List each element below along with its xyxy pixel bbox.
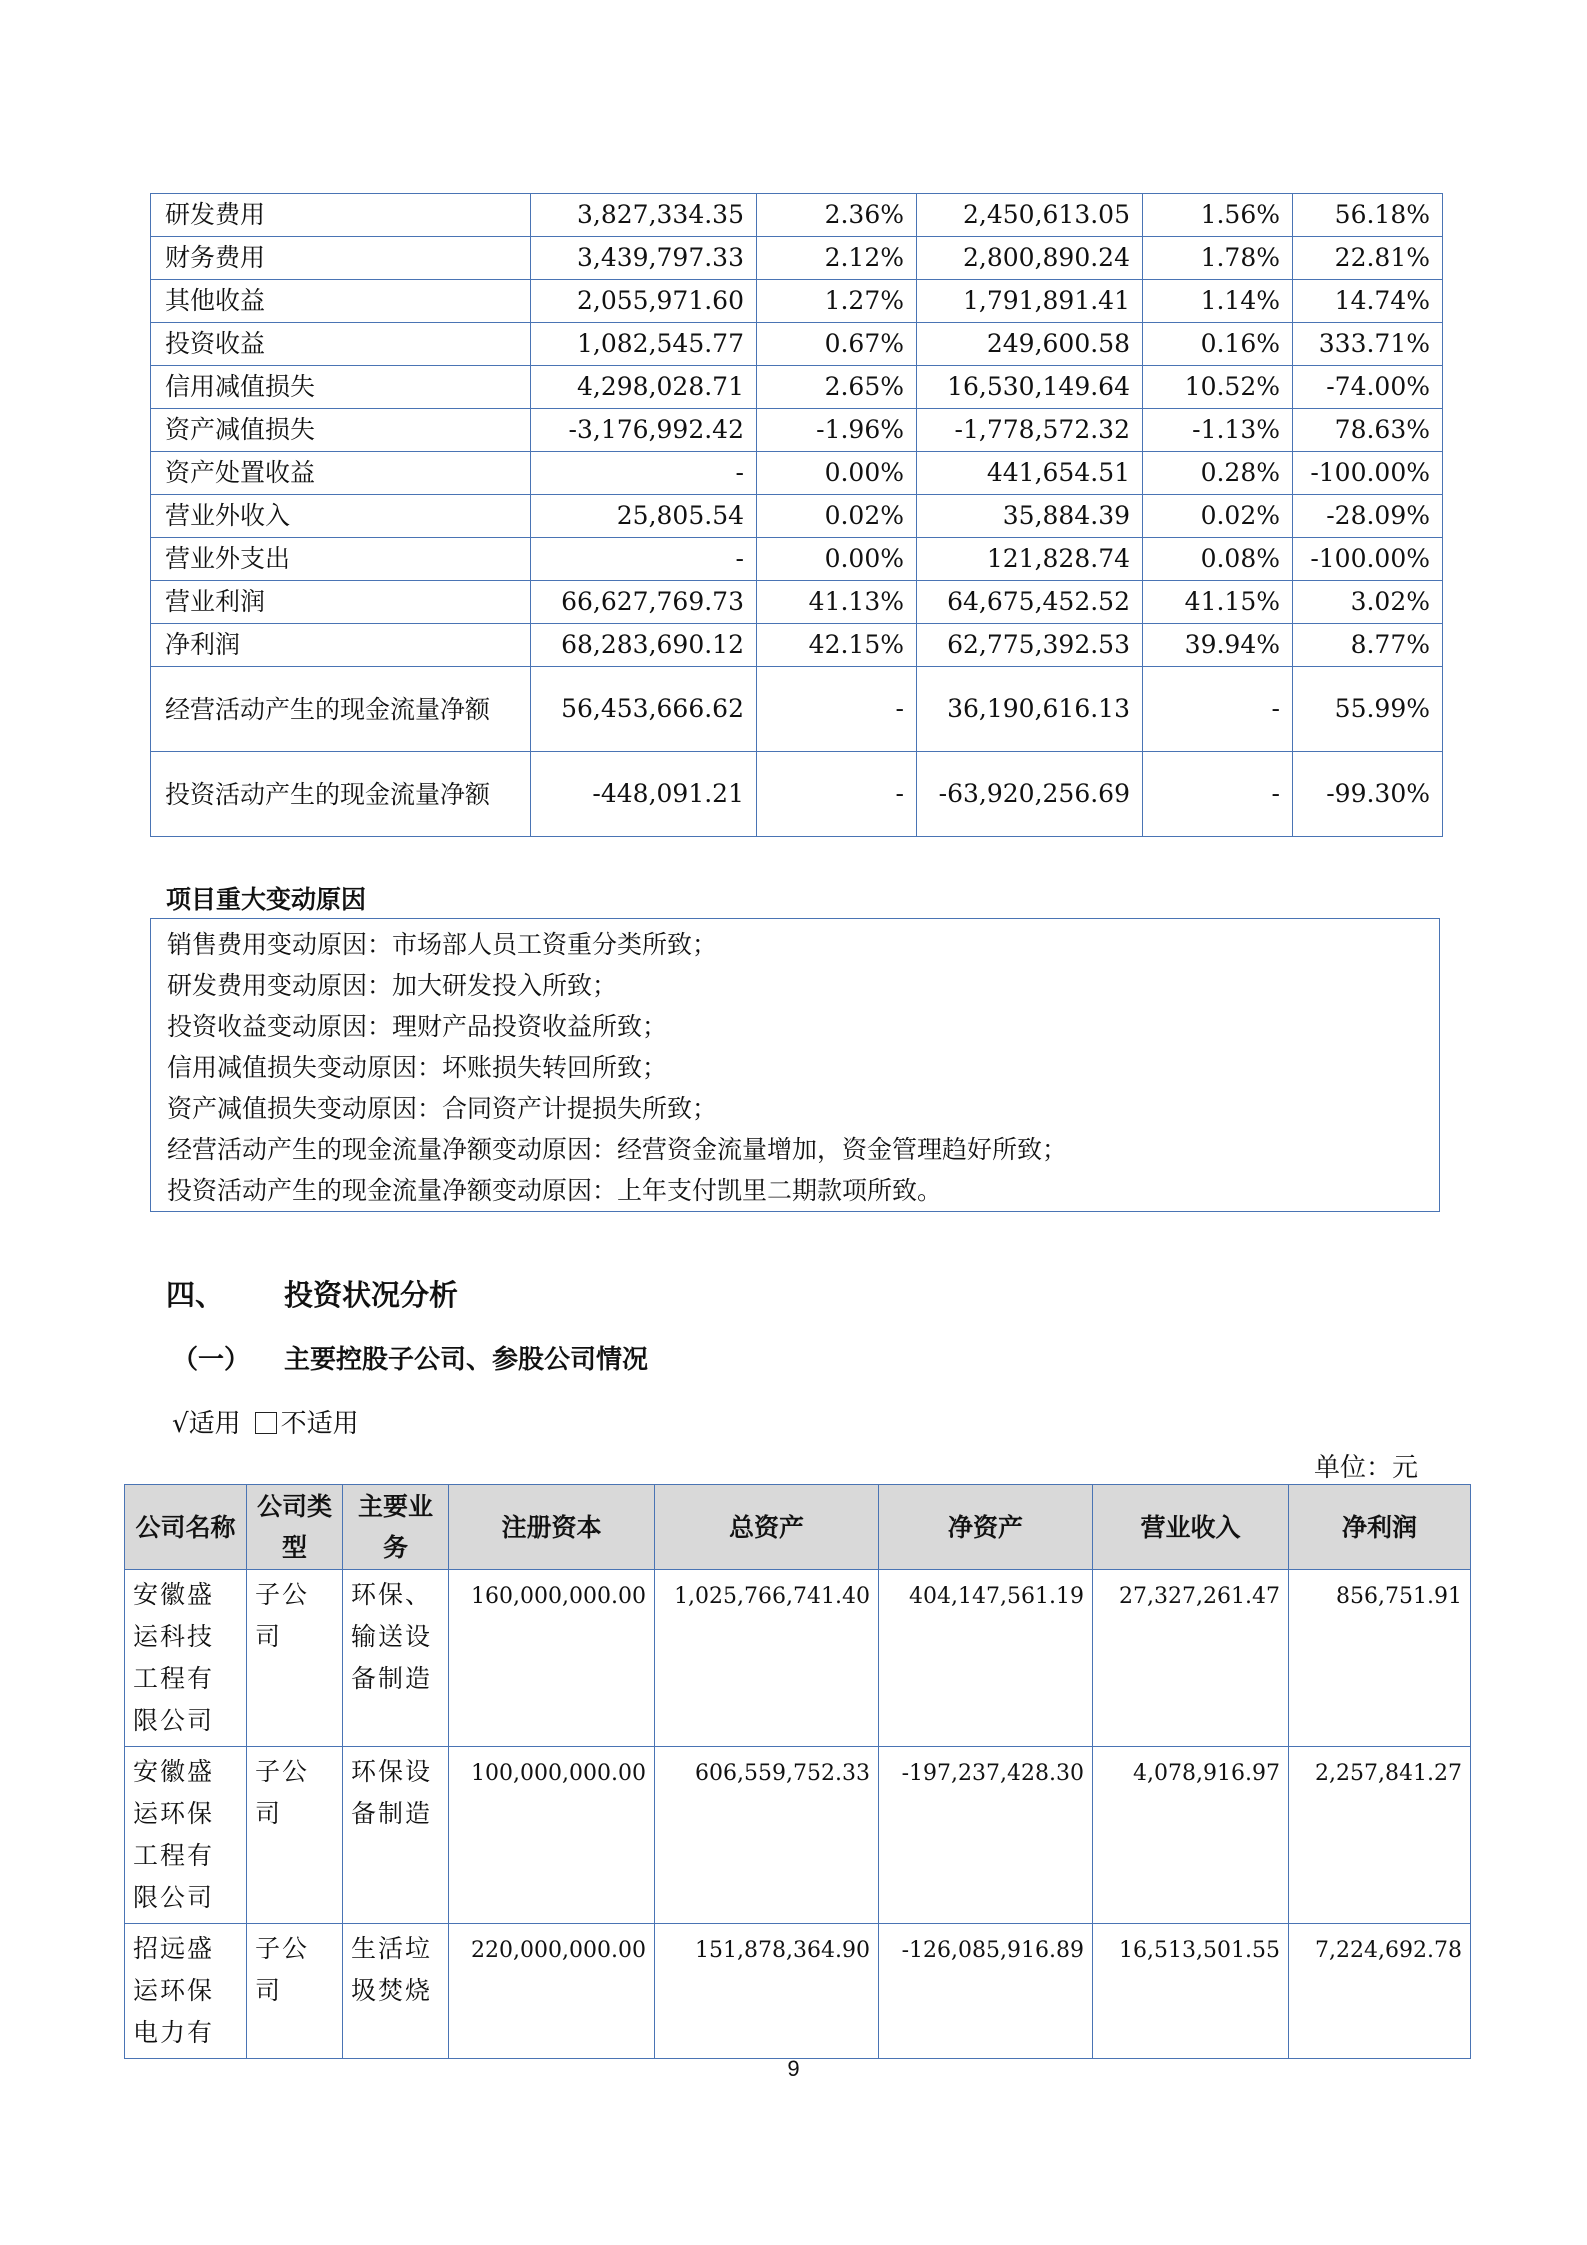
row-label: 研发费用 bbox=[151, 194, 531, 237]
table-cell: 16,513,501.55 bbox=[1093, 1924, 1289, 2059]
section-title: 投资状况分析 bbox=[284, 1278, 459, 1312]
reasons-title: 项目重大变动原因 bbox=[166, 885, 367, 914]
table-cell: - bbox=[531, 452, 757, 495]
table-cell: 41.13% bbox=[757, 581, 917, 624]
row-label: 信用减值损失 bbox=[151, 366, 531, 409]
table-cell: -1,778,572.32 bbox=[917, 409, 1143, 452]
column-header: 公司名称 bbox=[125, 1485, 247, 1570]
table-cell: 1.56% bbox=[1143, 194, 1293, 237]
table-cell: 8.77% bbox=[1293, 624, 1443, 667]
table-cell: 4,078,916.97 bbox=[1093, 1747, 1289, 1924]
row-label: 投资收益 bbox=[151, 323, 531, 366]
table-cell: 14.74% bbox=[1293, 280, 1443, 323]
table-cell: 子公司 bbox=[247, 1747, 343, 1924]
table-row bbox=[151, 237, 1443, 280]
table-cell: 3.02% bbox=[1293, 581, 1443, 624]
table-cell: 环保、输送设备制造 bbox=[343, 1570, 449, 1747]
table-cell: -100.00% bbox=[1293, 452, 1443, 495]
table-cell: 1.27% bbox=[757, 280, 917, 323]
table-cell: 10.52% bbox=[1143, 366, 1293, 409]
table-row bbox=[151, 581, 1443, 624]
table-cell: 441,654.51 bbox=[917, 452, 1143, 495]
table-cell: - bbox=[1143, 667, 1293, 752]
table-row bbox=[151, 667, 1443, 752]
row-label: 营业利润 bbox=[151, 581, 531, 624]
table-row bbox=[151, 323, 1443, 366]
table-row bbox=[151, 495, 1443, 538]
table-cell: 42.15% bbox=[757, 624, 917, 667]
column-header: 净资产 bbox=[879, 1485, 1093, 1570]
table-cell: 404,147,561.19 bbox=[879, 1570, 1093, 1747]
table-row bbox=[125, 1747, 1471, 1924]
column-header: 公司类型 bbox=[247, 1485, 343, 1570]
company-name: 安徽盛运环保工程有限公司 bbox=[125, 1747, 247, 1924]
table-cell: 22.81% bbox=[1293, 237, 1443, 280]
table-cell: - bbox=[531, 538, 757, 581]
table-cell: -1.13% bbox=[1143, 409, 1293, 452]
table-cell: 1,082,545.77 bbox=[531, 323, 757, 366]
reasons-box bbox=[150, 918, 1440, 1212]
row-label: 净利润 bbox=[151, 624, 531, 667]
table-cell: 68,283,690.12 bbox=[531, 624, 757, 667]
table-cell: - bbox=[757, 667, 917, 752]
table-cell: 1,791,891.41 bbox=[917, 280, 1143, 323]
table-row bbox=[151, 366, 1443, 409]
section-number: 四、 bbox=[166, 1278, 225, 1312]
table-cell: -126,085,916.89 bbox=[879, 1924, 1093, 2059]
table-cell: -63,920,256.69 bbox=[917, 752, 1143, 837]
table-cell: 0.28% bbox=[1143, 452, 1293, 495]
table-cell: -197,237,428.30 bbox=[879, 1747, 1093, 1924]
table-cell: 220,000,000.00 bbox=[449, 1924, 655, 2059]
table-cell: 生活垃圾焚烧 bbox=[343, 1924, 449, 2059]
reason-line: 研发费用变动原因：加大研发投入所致； bbox=[167, 971, 618, 1000]
table-cell: 0.08% bbox=[1143, 538, 1293, 581]
table-cell: 子公司 bbox=[247, 1570, 343, 1747]
table-cell: 249,600.58 bbox=[917, 323, 1143, 366]
reason-line: 经营活动产生的现金流量净额变动原因：经营资金流量增加，资金管理趋好所致； bbox=[167, 1135, 1068, 1164]
table-cell: 56.18% bbox=[1293, 194, 1443, 237]
table-cell: 35,884.39 bbox=[917, 495, 1143, 538]
table-cell: 606,559,752.33 bbox=[655, 1747, 879, 1924]
subsection-heading bbox=[172, 1339, 648, 1376]
table-cell: -100.00% bbox=[1293, 538, 1443, 581]
table-cell: -99.30% bbox=[1293, 752, 1443, 837]
row-label: 营业外收入 bbox=[151, 495, 531, 538]
table-cell: 160,000,000.00 bbox=[449, 1570, 655, 1747]
company-name: 安徽盛运科技工程有限公司 bbox=[125, 1570, 247, 1747]
row-label: 投资活动产生的现金流量净额 bbox=[151, 752, 531, 837]
table-cell: -74.00% bbox=[1293, 366, 1443, 409]
row-label: 营业外支出 bbox=[151, 538, 531, 581]
table-cell: 36,190,616.13 bbox=[917, 667, 1143, 752]
row-label: 资产减值损失 bbox=[151, 409, 531, 452]
table-row bbox=[151, 194, 1443, 237]
table-cell: 3,827,334.35 bbox=[531, 194, 757, 237]
table-cell: 0.00% bbox=[757, 452, 917, 495]
table-cell: 100,000,000.00 bbox=[449, 1747, 655, 1924]
table-row bbox=[151, 280, 1443, 323]
table-cell: 41.15% bbox=[1143, 581, 1293, 624]
checkbox-icon bbox=[255, 1412, 277, 1434]
table-cell: 16,530,149.64 bbox=[917, 366, 1143, 409]
table-cell: 62,775,392.53 bbox=[917, 624, 1143, 667]
reason-line: 投资收益变动原因：理财产品投资收益所致； bbox=[167, 1012, 668, 1041]
table-cell: 环保设备制造 bbox=[343, 1747, 449, 1924]
table-cell: 64,675,452.52 bbox=[917, 581, 1143, 624]
table-row bbox=[151, 538, 1443, 581]
table-cell: 2,257,841.27 bbox=[1289, 1747, 1471, 1924]
table-cell: 121,828.74 bbox=[917, 538, 1143, 581]
table-cell: 3,439,797.33 bbox=[531, 237, 757, 280]
table-row bbox=[151, 452, 1443, 495]
column-header: 主要业务 bbox=[343, 1485, 449, 1570]
table-cell: 66,627,769.73 bbox=[531, 581, 757, 624]
table-cell: 55.99% bbox=[1293, 667, 1443, 752]
table-cell: 0.00% bbox=[757, 538, 917, 581]
table-cell: 27,327,261.47 bbox=[1093, 1570, 1289, 1747]
table-cell: 0.02% bbox=[757, 495, 917, 538]
table-cell: 0.16% bbox=[1143, 323, 1293, 366]
applicable-checked: √适用 bbox=[172, 1409, 241, 1439]
table-cell: 子公司 bbox=[247, 1924, 343, 2059]
table-cell: 7,224,692.78 bbox=[1289, 1924, 1471, 2059]
reason-line: 资产减值损失变动原因：合同资产计提损失所致； bbox=[167, 1094, 718, 1123]
table-cell: 2,055,971.60 bbox=[531, 280, 757, 323]
table-cell: - bbox=[757, 752, 917, 837]
section-heading bbox=[166, 1273, 458, 1314]
table-row bbox=[125, 1924, 1471, 2059]
company-name: 招远盛运环保电力有 bbox=[125, 1924, 247, 2059]
table-cell: 2,800,890.24 bbox=[917, 237, 1143, 280]
table-cell: -28.09% bbox=[1293, 495, 1443, 538]
table-cell: 1.14% bbox=[1143, 280, 1293, 323]
subsection-title: 主要控股子公司、参股公司情况 bbox=[284, 1345, 649, 1375]
table-cell: 2,450,613.05 bbox=[917, 194, 1143, 237]
row-label: 资产处置收益 bbox=[151, 452, 531, 495]
table-cell: 2.36% bbox=[757, 194, 917, 237]
row-label: 财务费用 bbox=[151, 237, 531, 280]
table-cell: 56,453,666.62 bbox=[531, 667, 757, 752]
reason-line: 销售费用变动原因：市场部人员工资重分类所致； bbox=[167, 930, 718, 959]
reason-line: 投资活动产生的现金流量净额变动原因：上年支付凯里二期款项所致。 bbox=[167, 1176, 943, 1205]
page-number: 9 bbox=[787, 2056, 800, 2081]
applicability bbox=[172, 1403, 359, 1440]
column-header: 净利润 bbox=[1289, 1485, 1471, 1570]
unit-label: 单位：元 bbox=[1314, 1453, 1419, 1483]
table-row bbox=[125, 1570, 1471, 1747]
table-cell: 1.78% bbox=[1143, 237, 1293, 280]
table-cell: -3,176,992.42 bbox=[531, 409, 757, 452]
table-cell: 2.65% bbox=[757, 366, 917, 409]
row-label: 经营活动产生的现金流量净额 bbox=[151, 667, 531, 752]
table-cell: -448,091.21 bbox=[531, 752, 757, 837]
table-cell: 0.02% bbox=[1143, 495, 1293, 538]
subsection-number: （一） bbox=[172, 1345, 251, 1375]
table-cell: 39.94% bbox=[1143, 624, 1293, 667]
table-cell: 78.63% bbox=[1293, 409, 1443, 452]
column-header: 总资产 bbox=[655, 1485, 879, 1570]
table-cell: 856,751.91 bbox=[1289, 1570, 1471, 1747]
row-label: 其他收益 bbox=[151, 280, 531, 323]
not-applicable-label: 不适用 bbox=[280, 1409, 359, 1439]
table-row bbox=[151, 752, 1443, 837]
table-cell: 1,025,766,741.40 bbox=[655, 1570, 879, 1747]
reason-line: 信用减值损失变动原因：坏账损失转回所致； bbox=[167, 1053, 668, 1082]
table-cell: 333.71% bbox=[1293, 323, 1443, 366]
table-row bbox=[151, 409, 1443, 452]
table-row bbox=[151, 624, 1443, 667]
column-header: 营业收入 bbox=[1093, 1485, 1289, 1570]
financial-table bbox=[150, 193, 1443, 837]
table-cell: 4,298,028.71 bbox=[531, 366, 757, 409]
table-cell: 2.12% bbox=[757, 237, 917, 280]
table-cell: 0.67% bbox=[757, 323, 917, 366]
column-header: 注册资本 bbox=[449, 1485, 655, 1570]
table-cell: -1.96% bbox=[757, 409, 917, 452]
table-cell: 151,878,364.90 bbox=[655, 1924, 879, 2059]
table-cell: 25,805.54 bbox=[531, 495, 757, 538]
table-cell: - bbox=[1143, 752, 1293, 837]
subsidiary-table bbox=[124, 1484, 1471, 2059]
